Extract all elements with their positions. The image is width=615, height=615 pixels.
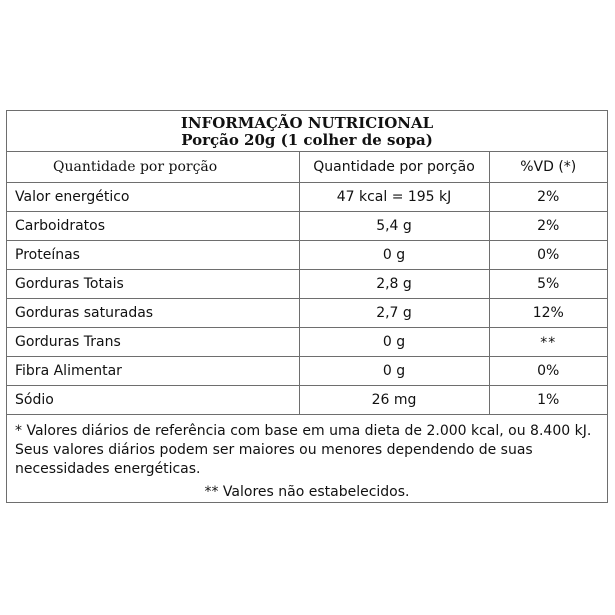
table-heading	[7, 111, 607, 152]
nutrient-daily-value: 0%	[489, 356, 607, 385]
table-row	[7, 298, 607, 327]
table-title: INFORMAÇÃO NUTRICIONAL	[180, 114, 434, 132]
table-row	[7, 356, 607, 385]
nutrient-amount: 0 g	[299, 240, 489, 269]
nutrient-name: Carboidratos	[7, 211, 299, 240]
nutrient-amount: 5,4 g	[299, 211, 489, 240]
table-row	[7, 240, 607, 269]
nutrient-daily-value: 12%	[489, 298, 607, 327]
nutrient-name: Gorduras saturadas	[7, 298, 299, 327]
table-row	[7, 327, 607, 356]
footnote-not-established: ** Valores não estabelecidos.	[204, 483, 410, 500]
serving-size: Porção 20g (1 colher de sopa)	[181, 131, 433, 149]
table-row	[7, 269, 607, 298]
header-row	[7, 152, 607, 182]
nutrient-daily-value: **	[489, 327, 607, 356]
footnote-variation: Seus valores diários podem ser maiores ou menores dependendo de suas	[15, 441, 533, 458]
footnote	[7, 415, 607, 502]
nutrient-daily-value: 2%	[489, 211, 607, 240]
footnote-daily-reference: * Valores diários de referência com base em uma dieta de 2.000 kcal, ou 8.400 kJ.	[15, 422, 592, 439]
nutrient-daily-value: 1%	[489, 385, 607, 414]
nutrient-name: Sódio	[7, 385, 299, 414]
nutrient-daily-value: 0%	[489, 240, 607, 269]
nutrient-amount: 47 kcal = 195 kJ	[299, 182, 489, 211]
nutrient-name: Gorduras Trans	[7, 327, 299, 356]
table-row	[7, 211, 607, 240]
nutrient-name: Fibra Alimentar	[7, 356, 299, 385]
nutrient-name: Valor energético	[7, 182, 299, 211]
nutrient-name: Proteínas	[7, 240, 299, 269]
nutrient-name: Gorduras Totais	[7, 269, 299, 298]
nutrient-amount: 0 g	[299, 356, 489, 385]
nutrition-grid	[7, 152, 607, 415]
nutrient-amount: 0 g	[299, 327, 489, 356]
column-header-amount: Quantidade por porção	[299, 152, 489, 182]
table-row	[7, 182, 607, 211]
nutrient-daily-value: 5%	[489, 269, 607, 298]
nutrition-facts-table	[6, 110, 608, 503]
column-header-daily-value: %VD (*)	[489, 152, 607, 182]
nutrient-amount: 26 mg	[299, 385, 489, 414]
table-row	[7, 385, 607, 414]
footnote-variation-cont: necessidades energéticas.	[15, 460, 201, 477]
column-header-nutrient: Quantidade por porção	[7, 152, 299, 182]
nutrient-daily-value: 2%	[489, 182, 607, 211]
nutrient-amount: 2,7 g	[299, 298, 489, 327]
nutrient-amount: 2,8 g	[299, 269, 489, 298]
